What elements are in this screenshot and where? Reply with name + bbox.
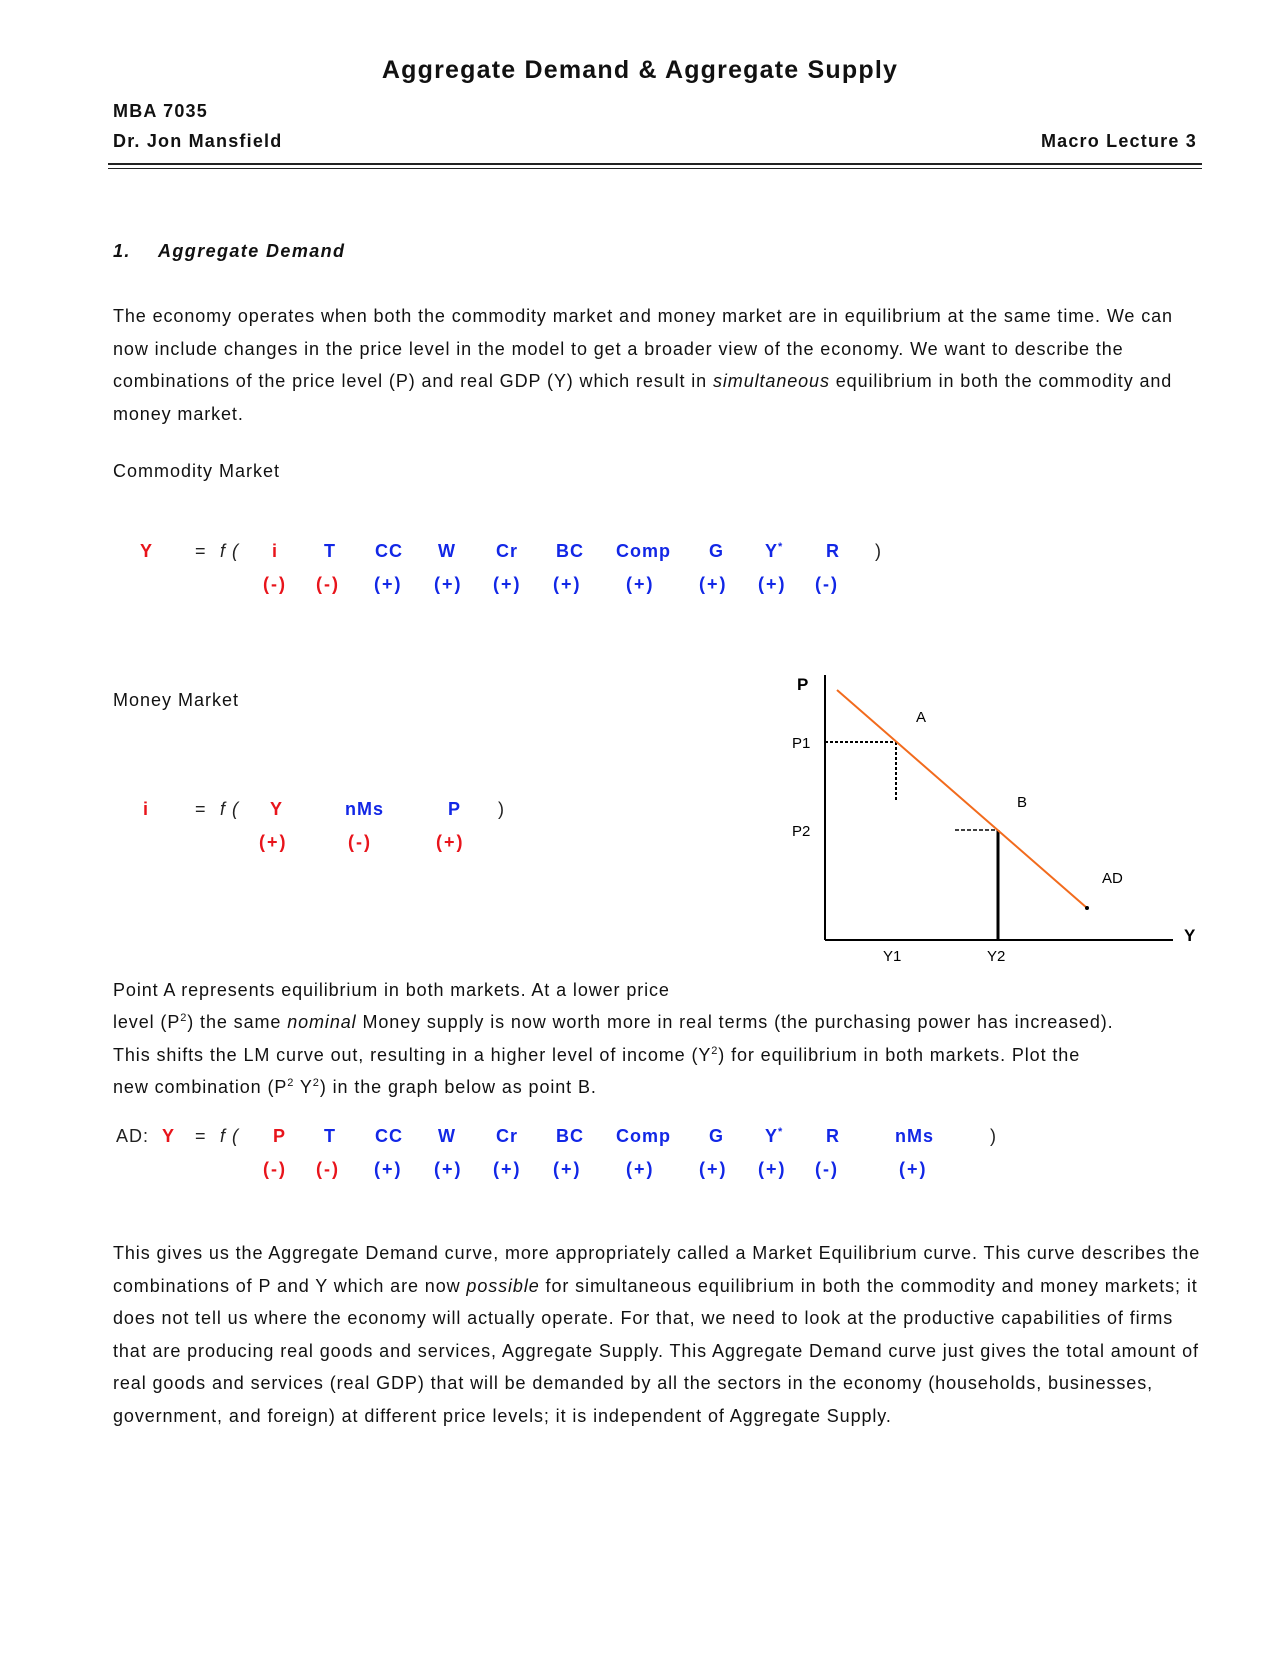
commodity-sign-Comp: (+): [626, 574, 655, 594]
point-b-label: B: [1017, 794, 1028, 811]
money-func: f (: [220, 799, 239, 819]
commodity-var-BC: BC: [556, 541, 584, 561]
commodity-var-CC: CC: [375, 541, 403, 561]
money-var-Y: Y: [270, 799, 284, 819]
conclusion-text-2: for simultaneous equilibrium in both the commodity and money markets; it does not tell us where the economy will actually operate. For that, we need to look at the productive capabilities of firms that are producing real goods and services, Aggregate Supply. This Aggregate Demand curve just gives the total amount of real goods and services (real GDP) that will be demanded by all the sectors in the economy (households, businesses, government, and foreign) at different price levels; it is independent of Aggregate Supply.: [113, 1275, 1199, 1426]
lecture-label: Macro Lecture 3: [1040, 131, 1197, 151]
ad-sign-BC: (+): [553, 1159, 582, 1179]
ad-var-nMs: nMs: [895, 1126, 934, 1146]
commodity-sign-T: (-): [316, 574, 340, 594]
ad-star: *: [778, 1126, 784, 1138]
commodity-sign-Yforeign: (+): [758, 574, 787, 594]
ad-prefix: AD:: [116, 1126, 150, 1146]
ad-curve-end: [1085, 906, 1089, 910]
course-code: MBA 7035: [113, 101, 208, 121]
page-title: Aggregate Demand & Aggregate Supply: [381, 56, 899, 84]
money-market-label: Money Market: [113, 690, 240, 710]
ad-sign-nMs: (+): [899, 1159, 928, 1179]
tick-label-P1: P1: [792, 735, 811, 752]
instructor-name: Dr. Jon Mansfield: [113, 131, 283, 151]
commodity-lhs: Y: [140, 541, 154, 561]
ad-sign-Yforeign: (+): [758, 1159, 787, 1179]
y-axis-label: P: [797, 675, 809, 694]
money-sign-nMs: (-): [348, 832, 372, 852]
money-sign-Y: (+): [259, 832, 288, 852]
commodity-close: ): [875, 541, 882, 561]
header-rule-bottom: [108, 168, 1202, 169]
commodity-sign-R: (-): [815, 574, 839, 594]
ad-curve: [837, 690, 1087, 908]
ad-func: f (: [220, 1126, 239, 1146]
ad-var-P: P: [273, 1126, 287, 1146]
tick-label-P2: P2: [792, 823, 811, 840]
ad-var-G: G: [709, 1126, 725, 1146]
intro-text-1: The economy operates when both the commodity market and money market are in equilibrium at the same time. We can now include changes in the price level in the model to get a broader view of the economy. We want to describe the combinations of the price level (P) and real GDP (Y) which result in: [113, 306, 1173, 391]
ad-sign-CC: (+): [374, 1159, 403, 1179]
commodity-sign-BC: (+): [553, 574, 582, 594]
commodity-sign-G: (+): [699, 574, 728, 594]
intro-paragraph: [113, 300, 1203, 430]
commodity-var-Cr: Cr: [496, 541, 519, 561]
commodity-var-T: T: [324, 541, 336, 561]
commodity-sign-W: (+): [434, 574, 463, 594]
money-equals: =: [195, 799, 207, 819]
ad-sign-G: (+): [699, 1159, 728, 1179]
section-number: 1.: [113, 241, 131, 261]
section-title: Aggregate Demand: [158, 241, 346, 261]
ad-sign-R: (-): [815, 1159, 839, 1179]
commodity-func: f (: [220, 541, 239, 561]
point-a-paragraph: level $(P^2)$ the same nominal Money supply is now worth more in real terms (the purchasing power has increased). This shifts the LM curve out, resulting in a higher level of income $(Y^2)$ for equilibrium in both markets. Plot the new combination ($P^2$ $Y^2$) in the graph below as point B.: [113, 1012, 1114, 1097]
ad-equals: =: [195, 1126, 207, 1146]
point-a-label: A: [916, 709, 927, 726]
commodity-star: *: [778, 541, 784, 553]
ad-var-W: W: [438, 1126, 456, 1146]
intro-text-2: equilibrium in both the commodity and money market.: [113, 371, 1173, 424]
ad-var-Cr: Cr: [496, 1126, 519, 1146]
point-a-line1: Point A represents equilibrium in both markets. At a lower price: [113, 980, 670, 1000]
commodity-var-W: W: [438, 541, 456, 561]
header-rule-top: [108, 163, 1202, 165]
money-var-nMs: nMs: [345, 799, 384, 819]
commodity-var-G: G: [709, 541, 725, 561]
commodity-sign-i: (-): [263, 574, 287, 594]
commodity-equals: =: [195, 541, 207, 561]
ad-sign-W: (+): [434, 1159, 463, 1179]
money-sign-P: (+): [436, 832, 465, 852]
ad-var-R: R: [826, 1126, 840, 1146]
commodity-sign-Cr: (+): [493, 574, 522, 594]
ad-sign-T: (-): [316, 1159, 340, 1179]
ad-curve-label: AD: [1102, 870, 1123, 887]
ad-var-Comp: Comp: [616, 1126, 671, 1146]
ad-var-CC: CC: [375, 1126, 403, 1146]
money-lhs: i: [143, 799, 150, 819]
commodity-market-label: Commodity Market: [113, 461, 281, 481]
ad-var-BC: BC: [556, 1126, 584, 1146]
ad-sign-Cr: (+): [493, 1159, 522, 1179]
ad-close: ): [990, 1126, 997, 1146]
commodity-var-Comp: Comp: [616, 541, 671, 561]
tick-label-Y2: Y2: [987, 948, 1006, 965]
tick-label-Y1: Y1: [883, 948, 902, 965]
money-close: ): [498, 799, 505, 819]
intro-emphasis: simultaneous: [713, 371, 830, 391]
commodity-var-Yforeign: Y*: [765, 541, 784, 561]
ad-chart: [780, 660, 1220, 980]
ad-var-T: T: [324, 1126, 336, 1146]
ad-var-Yforeign: Y*: [765, 1126, 784, 1146]
commodity-var-R: R: [826, 541, 840, 561]
conclusion-text-1: This gives us the Aggregate Demand curve, more appropriately called a Market Equilibrium curve. This curve describes the combinations of P and Y which are now: [113, 1243, 1201, 1296]
ad-lhs: Y: [162, 1126, 176, 1146]
ad-sign-P: (-): [263, 1159, 287, 1179]
ad-sign-Comp: (+): [626, 1159, 655, 1179]
conclusion-paragraph: [113, 1237, 1208, 1432]
commodity-var-i: i: [272, 541, 279, 561]
conclusion-emphasis: possible: [466, 1275, 540, 1296]
nominal-emphasis: nominal: [287, 1012, 357, 1032]
commodity-sign-CC: (+): [374, 574, 403, 594]
money-var-P: P: [448, 799, 462, 819]
x-axis-label: Y: [1184, 926, 1196, 945]
